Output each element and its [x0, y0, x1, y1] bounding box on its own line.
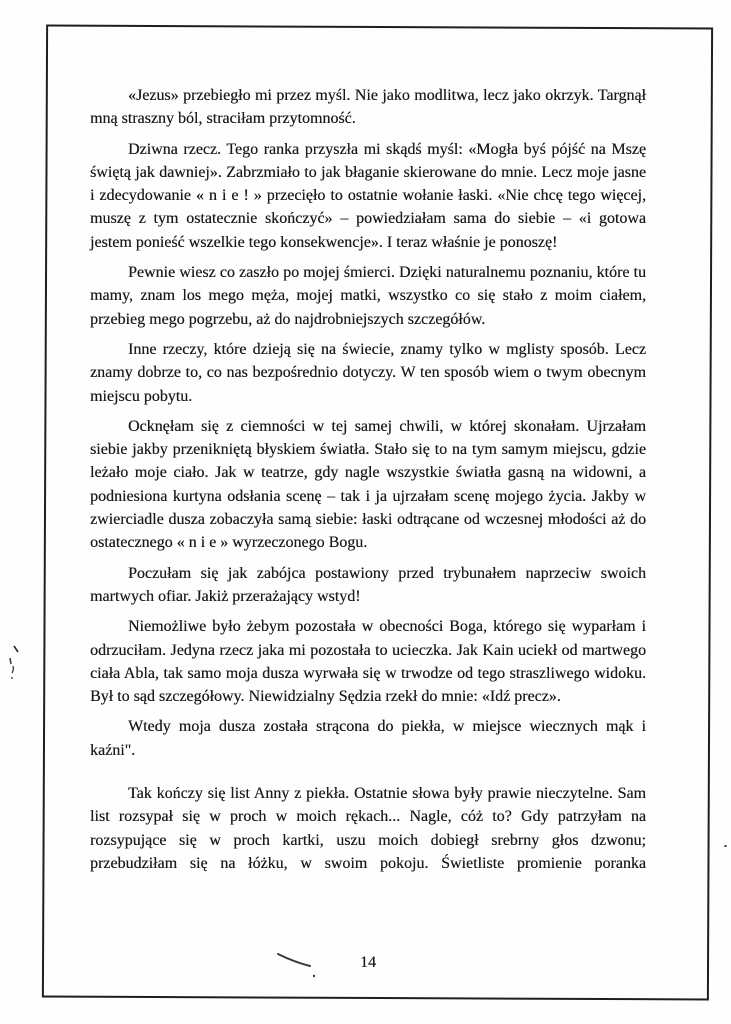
paragraph: Inne rzeczy, które dzieją się na świecie, znamy tylko w mglisty sposób. Lecz znamy dobrze to, co nas bezpośrednio dotyczy. W ten sposób wiem o twym obecnym miejscu pobytu. — [90, 340, 646, 405]
paragraph: Ocknęłam się z ciemności w tej samej chwili, w której skonałam. Ujrzałam siebie jakby przenikniętą błyskiem światła. Stało się to na tym samym miejscu, gdzie leżało moje ciało. Jak w teatrze, gdy nagle wszystkie światła gasną na widowni, a podniesiona kurtyna odsłania scenę – tak i ja ujrzałam scenę mojego życia. Jakby w zwierciadle dusza zobaczyła samą siebie: łaski odtrącane od wczesnej młodości aż do ostatecznego « n i e » wyrzeczonego Bogu. — [90, 417, 646, 552]
paragraph: Dziwna rzecz. Tego ranka przyszła mi skądś myśl: «Mogła byś pójść na Mszę świętą jak dawniej». Zabrzmiało to jak błaganie skierowane do mnie. Lecz moje jasne i zdecydowanie « n i e ! » przecięło to ostatnie wołanie łaski. «Nie chcę tego więcej, muszę z tym ostatecznie skończyć» – powiedziałam sama do siebie – «i gotowa jestem ponieść wszelkie tego konsekwencje». I teraz właśnie je ponoszę! — [90, 140, 646, 251]
paragraph: Niemożliwe było żebym pozostała w obecności Boga, którego się wyparłam i odrzuciłam. Jedyna rzecz jaka mi pozostała to ucieczka. Jak Kain uciekł od martwego ciała Abla, tak samo moja dusza wyrwała się w trwodze od tego straszliwego widoku. Był to sąd szczegółowy. Niewidzialny Sędzia rzekł do mnie: «Idź precz». — [90, 618, 646, 706]
paragraph: Pewnie wiesz co zaszło po mojej śmierci. Dzięki naturalnemu poznaniu, które tu mamy, znam los mego męża, mojej matki, wszystko co się stało z moim ciałem, przebieg mego pogrzebu, aż do najdrobniejszych szczegółów. — [90, 264, 646, 328]
page-text-block — [90, 84, 646, 882]
scan-speck — [724, 845, 727, 847]
paragraph: Wtedy moja dusza została strącona do piekła, w miejsce wiecznych mąk i kaźni". — [90, 718, 646, 759]
paragraph: Tak kończy się list Anny z piekła. Ostatnie słowa były prawie nieczytelne. Sam list rozsypał się w proch w moich rękach... Nagle, cóż to? Gdy patrzyłam na rozsypujące się w proch kartki, uszu moich dobiegł srebrny głos dzwonu; przebudziłam się na łóżku, w swoim pokoju. Świetliste promienie poranka — [90, 785, 646, 872]
page-number: 14 — [360, 954, 376, 971]
margin-ink-marks — [4, 640, 28, 689]
paragraph: «Jezus» przebiegło mi przez myśl. Nie jako modlitwa, lecz jako okrzyk. Targnął mną straszny ból, straciłam przytomność. — [90, 87, 646, 128]
paragraph: Poczułam się jak zabójca postawiony przed trybunałem naprzeciw swoich martwych ofiar. Jakiż przerażający wstyd! — [90, 564, 646, 605]
